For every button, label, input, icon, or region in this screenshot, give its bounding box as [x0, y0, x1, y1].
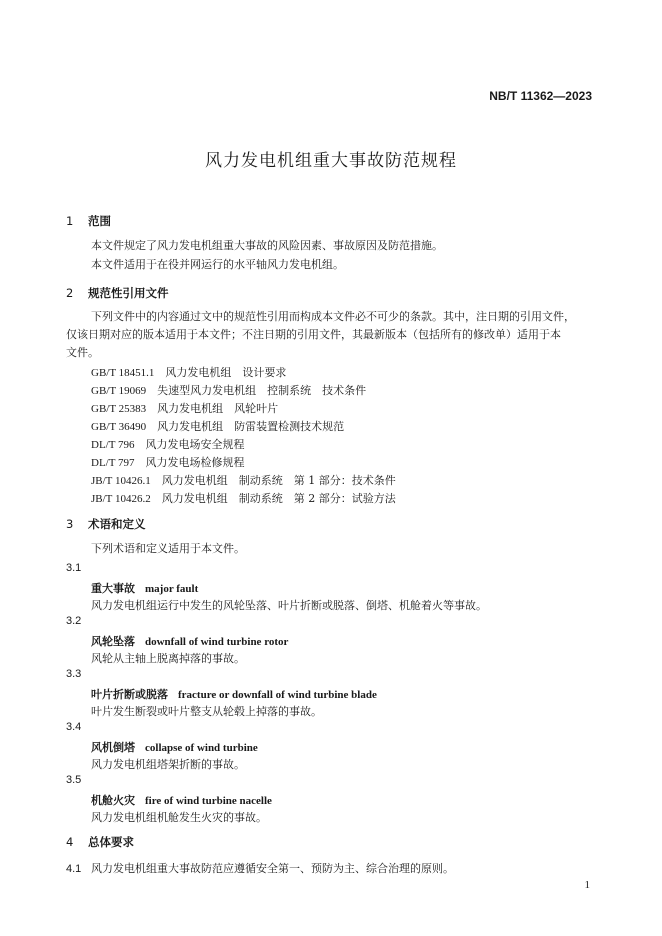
reference-item [91, 364, 286, 380]
term-en: fire of wind turbine nacelle [145, 795, 272, 807]
clause-text: 风力发电机组重大事故防范应遵循安全第一、预防为主、综合治理的原则。 [91, 862, 454, 875]
term-zh: 机舱火灾 [91, 794, 135, 807]
reference-code: GB/T 36490 [91, 421, 147, 433]
reference-title: 失速型风力发电机组 控制系统 技术条件 [157, 384, 367, 397]
term-heading [91, 633, 288, 649]
section-title: 总体要求 [88, 835, 134, 849]
reference-code: GB/T 25383 [91, 403, 147, 415]
page-number: 1 [584, 879, 590, 891]
term-number: 3.2 [66, 615, 82, 627]
reference-code: GB/T 19069 [91, 385, 147, 397]
term-number: 3.1 [66, 562, 82, 574]
term-number: 3.3 [66, 668, 82, 680]
section-1-paragraph: 本文件适用于在役并网运行的水平轴风力发电机组。 [91, 258, 344, 271]
document-title: 风力发电机组重大事故防范规程 [205, 151, 457, 171]
section-number: 4 [66, 835, 74, 849]
reference-title: 风力发电场检修规程 [145, 456, 245, 469]
term-heading [91, 792, 272, 808]
term-definition: 风力发电机组塔架折断的事故。 [91, 758, 245, 771]
reference-code: DL/T 796 [91, 439, 135, 451]
reference-code: DL/T 797 [91, 457, 135, 469]
section-2-heading [66, 285, 169, 301]
reference-title: 风力发电机组 防雷装置检测技术规范 [157, 420, 345, 433]
reference-title: 风力发电机组 风轮叶片 [157, 402, 279, 415]
term-en: major fault [145, 583, 199, 595]
section-2-intro-line: 文件。 [66, 346, 99, 359]
term-zh: 重大事故 [91, 582, 135, 595]
reference-title: 风力发电机组 设计要求 [165, 366, 287, 379]
term-zh: 风机倒塔 [91, 741, 135, 754]
section-number: 1 [66, 214, 74, 228]
reference-title: 风力发电机组 制动系统 第 2 部分：试验方法 [161, 492, 396, 505]
section-title: 范围 [88, 214, 111, 228]
section-title: 规范性引用文件 [88, 286, 169, 300]
reference-item [91, 472, 396, 488]
term-en: fracture or downfall of wind turbine blade [178, 689, 377, 701]
term-heading [91, 739, 258, 755]
section-number: 3 [66, 517, 74, 531]
reference-item [91, 400, 278, 416]
reference-code: GB/T 18451.1 [91, 367, 155, 379]
section-1-heading [66, 213, 111, 229]
reference-item [91, 454, 245, 470]
term-heading [91, 580, 198, 596]
reference-item [91, 418, 344, 434]
reference-item [91, 436, 245, 452]
term-en: downfall of wind turbine rotor [145, 636, 289, 648]
term-number: 3.5 [66, 774, 82, 786]
standard-number: NB/T 11362—2023 [489, 89, 592, 103]
section-3-heading [66, 516, 146, 532]
section-2-intro-line: 仅该日期对应的版本适用于本文件；不注日期的引用文件，其最新版本（包括所有的修改单）适用于本 [66, 328, 561, 341]
term-definition: 叶片发生断裂或叶片整支从轮毂上掉落的事故。 [91, 705, 322, 718]
reference-item [91, 382, 366, 398]
section-title: 术语和定义 [88, 517, 146, 531]
clause-item [66, 860, 454, 876]
section-4-heading [66, 834, 134, 850]
term-number: 3.4 [66, 721, 82, 733]
section-number: 2 [66, 286, 74, 300]
reference-code: JB/T 10426.1 [91, 475, 151, 487]
term-definition: 风力发电机组机舱发生火灾的事故。 [91, 811, 267, 824]
reference-code: JB/T 10426.2 [91, 493, 151, 505]
reference-title: 风力发电场安全规程 [145, 438, 245, 451]
term-en: collapse of wind turbine [145, 742, 258, 754]
section-1-paragraph: 本文件规定了风力发电机组重大事故的风险因素、事故原因及防范措施。 [91, 239, 443, 252]
term-zh: 风轮坠落 [91, 635, 135, 648]
reference-title: 风力发电机组 制动系统 第 1 部分：技术条件 [161, 474, 396, 487]
term-heading [91, 686, 377, 702]
clause-number: 4.1 [66, 863, 82, 875]
term-zh: 叶片折断或脱落 [91, 688, 168, 701]
term-definition: 风轮从主轴上脱离掉落的事故。 [91, 652, 245, 665]
reference-item [91, 490, 396, 506]
section-3-intro: 下列术语和定义适用于本文件。 [91, 542, 245, 555]
term-definition: 风力发电机组运行中发生的风轮坠落、叶片折断或脱落、倒塔、机舱着火等事故。 [91, 599, 487, 612]
section-2-intro-line: 下列文件中的内容通过文中的规范性引用而构成本文件必不可少的条款。其中，注日期的引用文件， [91, 310, 575, 323]
